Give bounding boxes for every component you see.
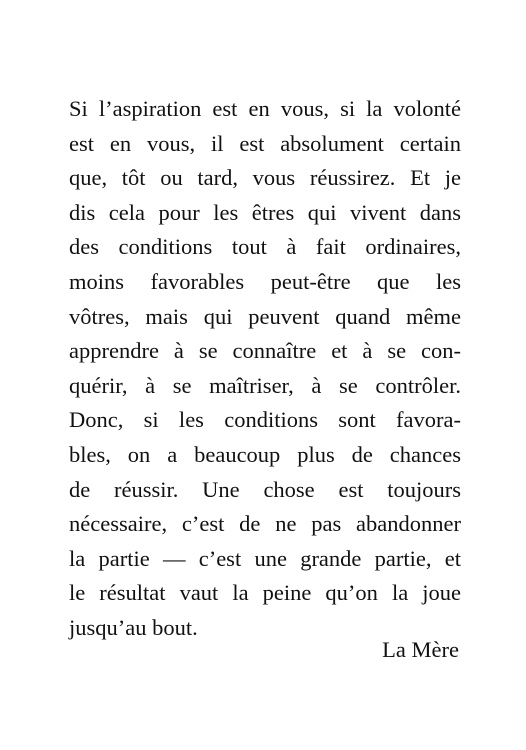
- quote-line: des conditions tout à fait ordinaires,: [69, 234, 461, 260]
- quote-line: nécessaire, c’est de ne pas abandonner: [69, 511, 461, 537]
- quote-line: moins favorables peut-être que les: [69, 268, 461, 294]
- quote-line: apprendre à se connaître et à se con-: [69, 338, 461, 364]
- quote-line: que, tôt ou tard, vous réussirez. Et je: [69, 165, 461, 191]
- quote-line: est en vous, il est absolument certain: [69, 130, 461, 156]
- quote-author: La Mère: [382, 637, 459, 662]
- quote-line: quérir, à se maîtriser, à se contrôler.: [69, 372, 461, 398]
- quote-line: de réussir. Une chose est toujours: [69, 476, 461, 502]
- quote-line: le résultat vaut la peine qu’on la joue: [69, 580, 461, 606]
- quote-line-last: jusqu’au bout.: [69, 614, 198, 640]
- quote-line: Si l’aspiration est en vous, si la volonté: [69, 96, 461, 121]
- quote-line: bles, on a beaucoup plus de chances: [69, 441, 461, 467]
- quote-line: vôtres, mais qui peuvent quand même: [69, 303, 461, 329]
- quote-line: dis cela pour les êtres qui vivent dans: [69, 199, 461, 225]
- quote-text: [69, 92, 461, 646]
- quote-line: la partie — c’est une grande partie, et: [69, 545, 461, 571]
- quote-line: Donc, si les conditions sont favora-: [69, 407, 461, 433]
